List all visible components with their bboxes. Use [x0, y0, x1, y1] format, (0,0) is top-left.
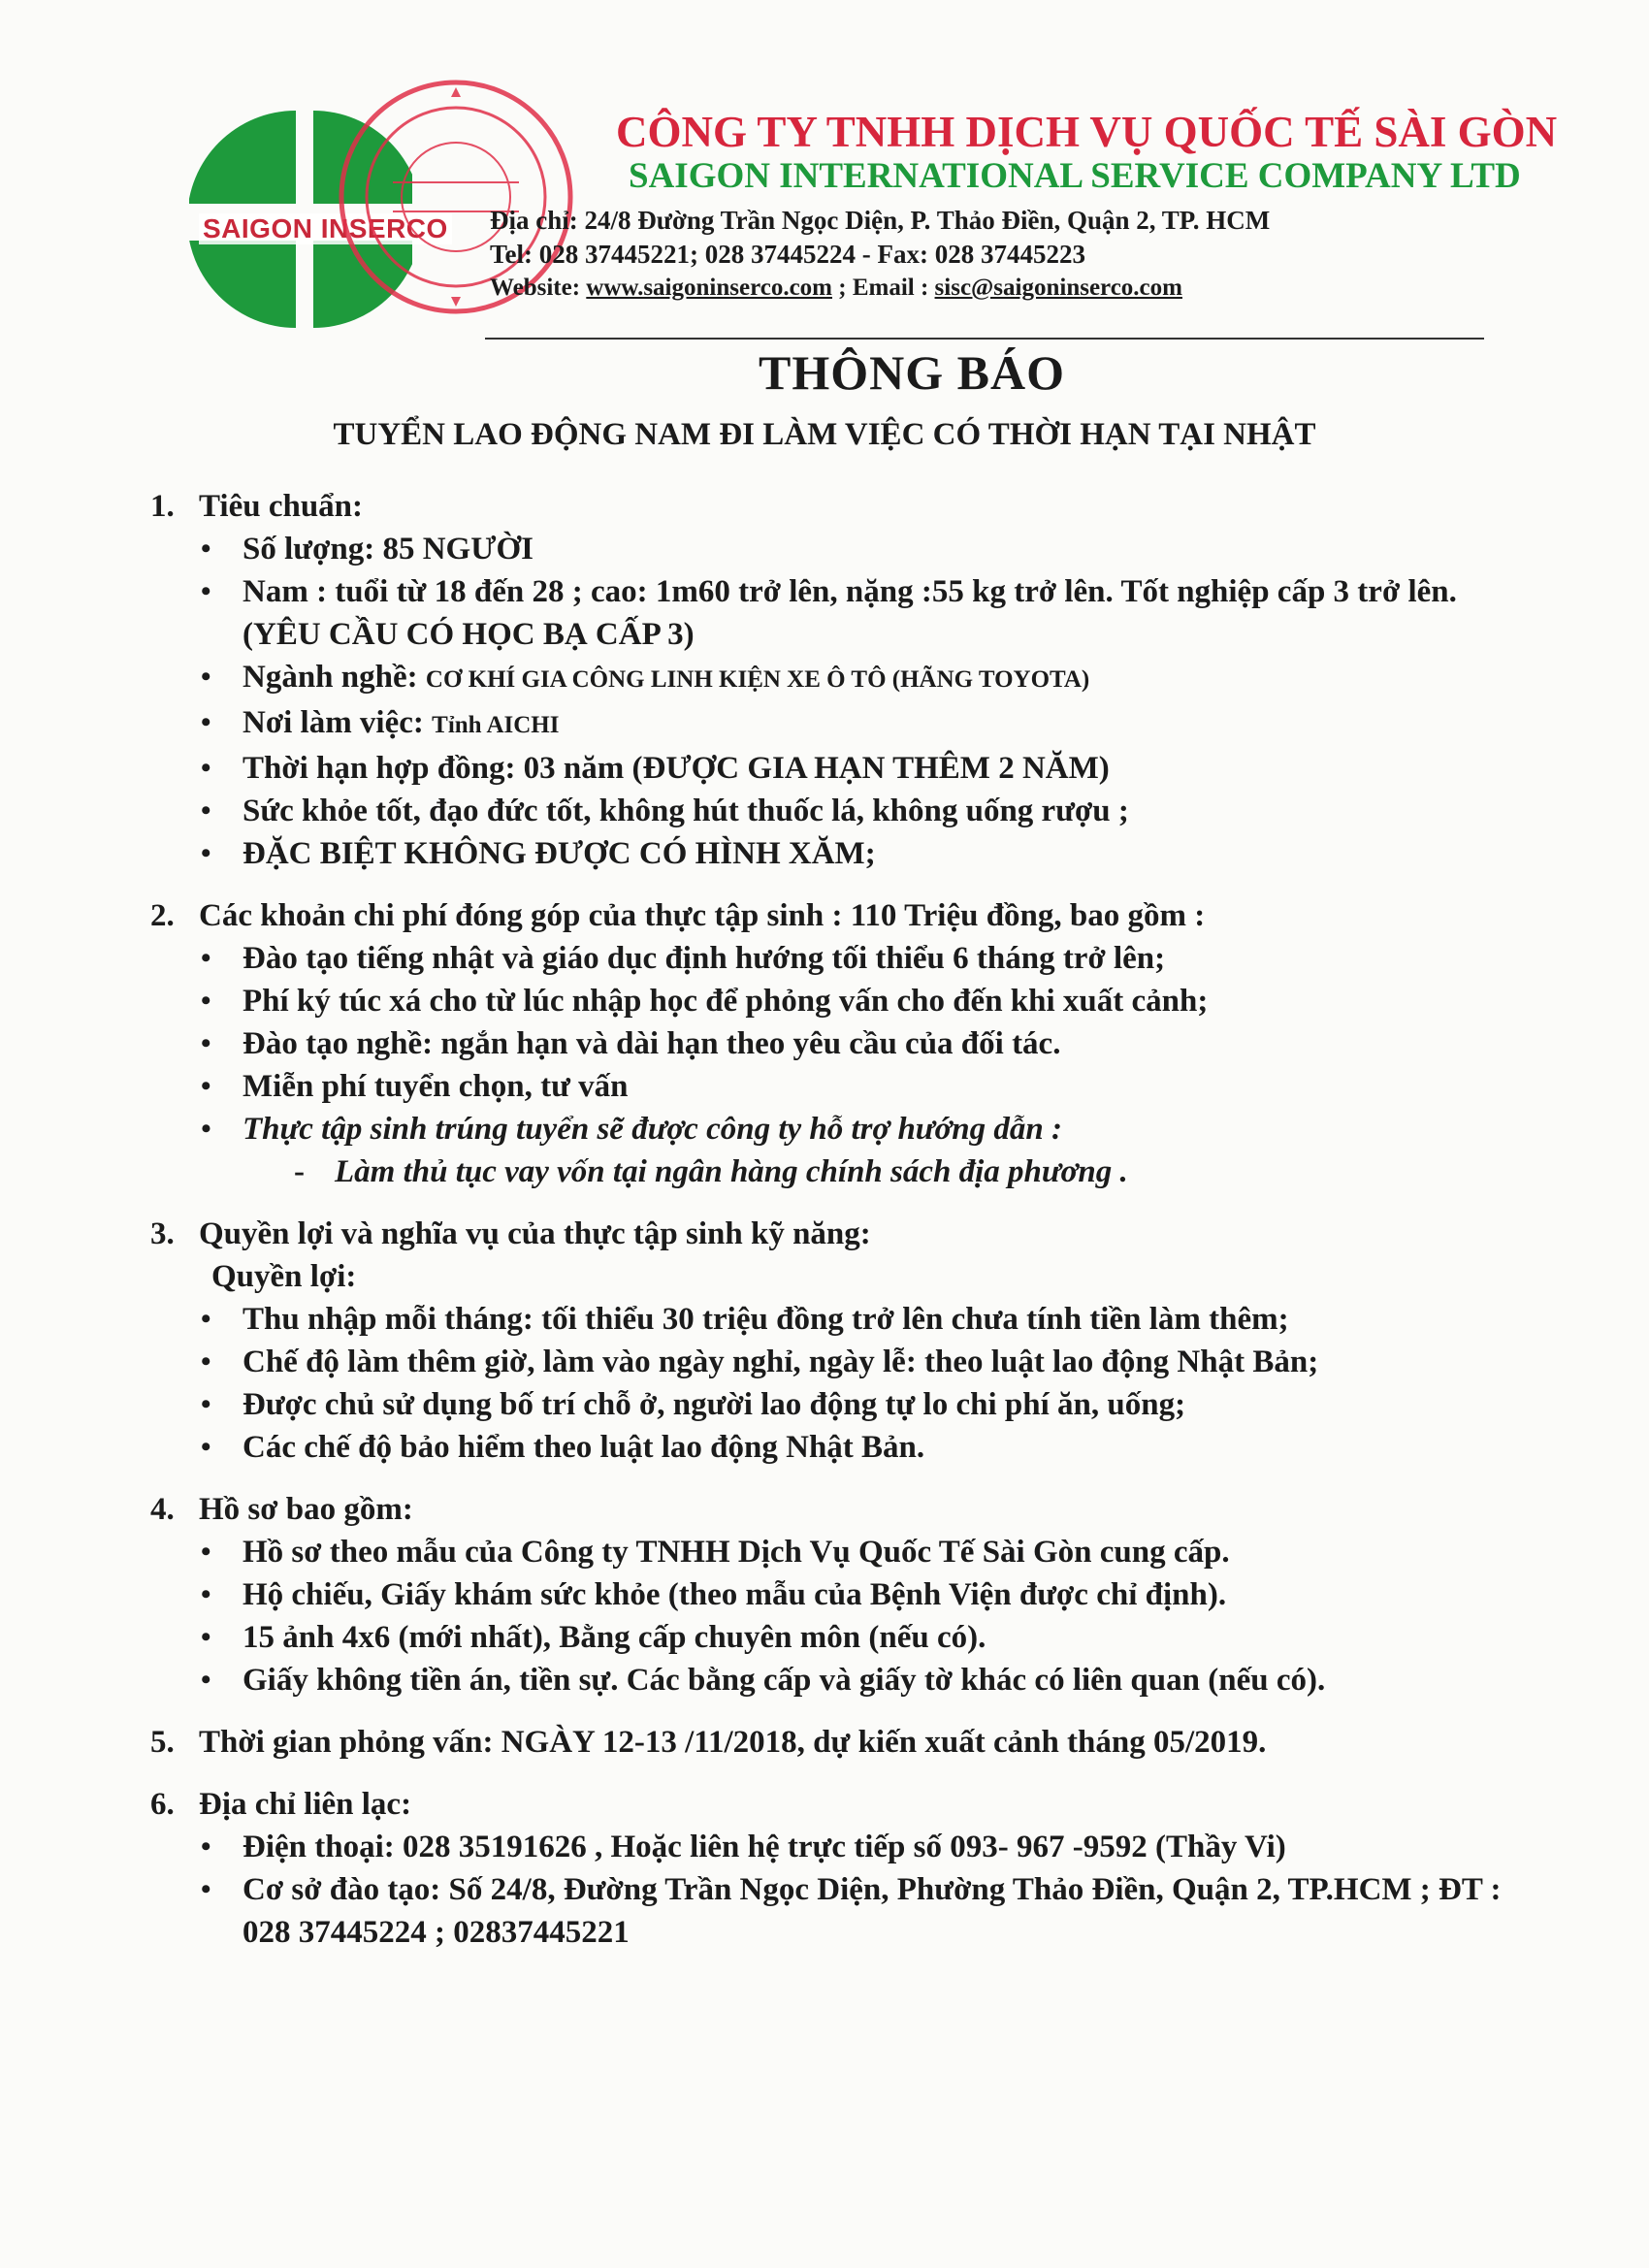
website-link[interactable]: www.saigoninserco.com — [586, 275, 832, 301]
section-heading — [150, 1783, 1528, 1826]
section-number: 5. — [150, 1725, 175, 1760]
section-heading-text: Hồ sơ bao gồm: — [199, 1492, 413, 1527]
list-item-detail: Tỉnh AICHI — [432, 712, 560, 738]
bullet-list — [150, 1826, 1528, 1954]
section-2 — [150, 894, 1528, 1193]
email-label: ; Email : — [832, 275, 935, 301]
bullet-icon: • — [201, 1431, 211, 1463]
section-6 — [150, 1783, 1528, 1954]
list-item-text: Đào tạo nghề: ngắn hạn và dài hạn theo yêu cầu của đối tác. — [242, 1026, 1061, 1061]
list-item — [150, 1573, 1528, 1616]
bullet-icon: • — [201, 575, 211, 607]
bullet-icon: • — [201, 533, 211, 565]
list-item — [150, 1616, 1528, 1659]
section-heading — [150, 1721, 1528, 1764]
list-item — [150, 528, 1528, 570]
section-heading — [150, 894, 1528, 937]
section-3 — [150, 1213, 1528, 1469]
list-item-text: Số lượng: 85 NGƯỜI — [242, 532, 534, 567]
bullet-icon: • — [201, 1027, 211, 1059]
list-item — [150, 1341, 1528, 1383]
dash-item — [150, 1150, 1528, 1193]
company-phone-fax: Tel: 028 37445221; 028 37445224 - Fax: 028 37445223 — [490, 240, 1085, 269]
list-item — [150, 790, 1528, 832]
list-item — [150, 1108, 1528, 1150]
email-link[interactable]: sisc@saigoninserco.com — [934, 275, 1182, 301]
section-subheading: Quyền lợi: — [211, 1259, 357, 1294]
bullet-icon: • — [201, 837, 211, 869]
list-item-text: Thu nhập mỗi tháng: tối thiểu 30 triệu đồng trở lên chưa tính tiền làm thêm; — [242, 1302, 1289, 1337]
bullet-icon: • — [201, 1578, 211, 1610]
bullet-icon: • — [201, 1345, 211, 1377]
bullet-icon: • — [201, 1303, 211, 1335]
bullet-icon: • — [201, 1388, 211, 1420]
bullet-icon: • — [201, 752, 211, 784]
list-item-text: Miễn phí tuyển chọn, tư vấn — [242, 1069, 629, 1104]
list-item-text: Ngành nghề: — [242, 660, 426, 695]
list-item-text: Hồ sơ theo mẫu của Công ty TNHH Dịch Vụ Quốc Tế Sài Gòn cung cấp. — [242, 1535, 1230, 1570]
section-heading-text: Các khoản chi phí đóng góp của thực tập sinh : 110 Triệu đồng, bao gồm : — [199, 898, 1206, 933]
list-item-text: Thời hạn hợp đồng: 03 năm (ĐƯỢC GIA HẠN THÊM 2 NĂM) — [242, 751, 1110, 786]
bullet-icon: • — [201, 706, 211, 738]
list-item-text: Được chủ sử dụng bố trí chỗ ở, người lao động tự lo chi phí ăn, uống; — [242, 1387, 1186, 1422]
list-item — [150, 832, 1528, 875]
list-item — [150, 1383, 1528, 1426]
company-address: Địa chỉ: 24/8 Đường Trần Ngọc Diện, P. Thảo Điền, Quận 2, TP. HCM — [490, 206, 1271, 235]
section-heading — [150, 1213, 1528, 1255]
bullet-list — [150, 528, 1528, 875]
list-item — [150, 1022, 1528, 1065]
bullet-icon: • — [201, 661, 211, 693]
document-body — [150, 485, 1528, 1973]
section-heading-text: Thời gian phỏng vấn: NGÀY 12-13 /11/2018, dự kiến xuất cảnh tháng 05/2019. — [199, 1725, 1267, 1760]
list-item — [150, 1826, 1528, 1868]
list-item — [150, 1298, 1528, 1341]
bullet-icon: • — [201, 794, 211, 826]
section-1 — [150, 485, 1528, 875]
section-number: 4. — [150, 1492, 175, 1527]
bullet-icon: • — [201, 942, 211, 974]
dash-item-text: Làm thủ tục vay vốn tại ngân hàng chính sách địa phương . — [335, 1154, 1128, 1189]
list-item — [150, 656, 1528, 701]
list-item-text: Giấy không tiền án, tiền sự. Các bằng cấp và giấy tờ khác có liên quan (nếu có). — [242, 1663, 1326, 1698]
section-5 — [150, 1721, 1528, 1764]
list-item-text: Nơi làm việc: — [242, 705, 433, 740]
bullet-icon: • — [201, 1873, 211, 1905]
header-divider — [485, 338, 1484, 340]
bullet-icon: • — [201, 1621, 211, 1653]
section-heading-text: Quyền lợi và nghĩa vụ của thực tập sinh kỹ năng: — [199, 1216, 871, 1251]
document-title: THÔNG BÁO — [759, 345, 1065, 400]
website-label: Website: — [490, 275, 581, 301]
bullet-icon: • — [201, 1664, 211, 1696]
list-item-detail: CƠ KHÍ GIA CÔNG LINH KIỆN XE Ô TÔ (HÃNG TOYOTA) — [425, 666, 1090, 693]
company-web-email — [490, 275, 1182, 302]
list-item — [150, 1065, 1528, 1108]
list-item — [150, 747, 1528, 790]
logo-text: SAIGON INSERCO — [199, 213, 452, 244]
bullet-list — [150, 1298, 1528, 1469]
bullet-icon: • — [201, 1070, 211, 1102]
bullet-icon: • — [201, 1536, 211, 1568]
list-item-text: Chế độ làm thêm giờ, làm vào ngày nghỉ, ngày lễ: theo luật lao động Nhật Bản; — [242, 1345, 1319, 1379]
bullet-icon: • — [201, 1113, 211, 1145]
section-number: 1. — [150, 489, 175, 524]
list-item-text: Sức khỏe tốt, đạo đức tốt, không hút thuốc lá, không uống rượu ; — [242, 794, 1129, 828]
document-subtitle: TUYỂN LAO ĐỘNG NAM ĐI LÀM VIỆC CÓ THỜI HẠN TẠI NHẬT — [333, 417, 1316, 452]
bullet-list — [150, 1531, 1528, 1701]
section-heading — [150, 1488, 1528, 1531]
list-item — [150, 980, 1528, 1022]
section-heading — [150, 485, 1528, 528]
company-name-vietnamese: CÔNG TY TNHH DỊCH VỤ QUỐC TẾ SÀI GÒN — [616, 108, 1558, 156]
list-item — [150, 1868, 1528, 1954]
list-item — [150, 1426, 1528, 1469]
company-name-english: SAIGON INTERNATIONAL SERVICE COMPANY LTD — [629, 156, 1521, 196]
list-item — [150, 937, 1528, 980]
bullet-icon: • — [201, 985, 211, 1017]
list-item — [150, 1659, 1528, 1701]
list-item-text: 15 ảnh 4x6 (mới nhất), Bằng cấp chuyên môn (nếu có). — [242, 1620, 986, 1655]
section-number: 6. — [150, 1787, 175, 1822]
bullet-icon: • — [201, 1831, 211, 1863]
list-item — [150, 701, 1528, 747]
dash-icon: - — [294, 1154, 305, 1189]
list-item-text: Hộ chiếu, Giấy khám sức khỏe (theo mẫu của Bệnh Viện được chỉ định). — [242, 1577, 1227, 1612]
list-item — [150, 1531, 1528, 1573]
list-item-text: Điện thoại: 028 35191626 , Hoặc liên hệ trực tiếp số 093- 967 -9592 (Thầy Vi) — [242, 1830, 1286, 1864]
section-4 — [150, 1488, 1528, 1701]
section-number: 2. — [150, 898, 175, 933]
list-item-text: Đào tạo tiếng nhật và giáo dục định hướng tối thiểu 6 tháng trở lên; — [242, 941, 1166, 976]
section-heading-text: Địa chỉ liên lạc: — [199, 1787, 412, 1822]
section-number: 3. — [150, 1216, 175, 1251]
bullet-list — [150, 937, 1528, 1150]
section-heading-text: Tiêu chuẩn: — [199, 489, 364, 524]
list-item-text: Nam : tuổi từ 18 đến 28 ; cao: 1m60 trở lên, nặng :55 kg trở lên. Tốt nghiệp cấp 3 trở lên.(YÊU CẦU CÓ HỌC BẠ CẤP 3) — [242, 574, 1457, 652]
list-item-text: Các chế độ bảo hiểm theo luật lao động Nhật Bản. — [242, 1430, 925, 1465]
list-item — [150, 570, 1528, 656]
list-item-text: ĐẶC BIỆT KHÔNG ĐƯỢC CÓ HÌNH XĂM; — [242, 836, 876, 871]
list-item-text: Phí ký túc xá cho từ lúc nhập học để phỏng vấn cho đến khi xuất cảnh; — [242, 984, 1209, 1019]
list-item-text: Thực tập sinh trúng tuyển sẽ được công ty hỗ trợ hướng dẫn : — [242, 1112, 1062, 1147]
list-item-text: Cơ sở đào tạo: Số 24/8, Đường Trần Ngọc Diện, Phường Thảo Điền, Quận 2, TP.HCM ; ĐT : 028 37445224 ; 02837445221 — [242, 1872, 1502, 1950]
